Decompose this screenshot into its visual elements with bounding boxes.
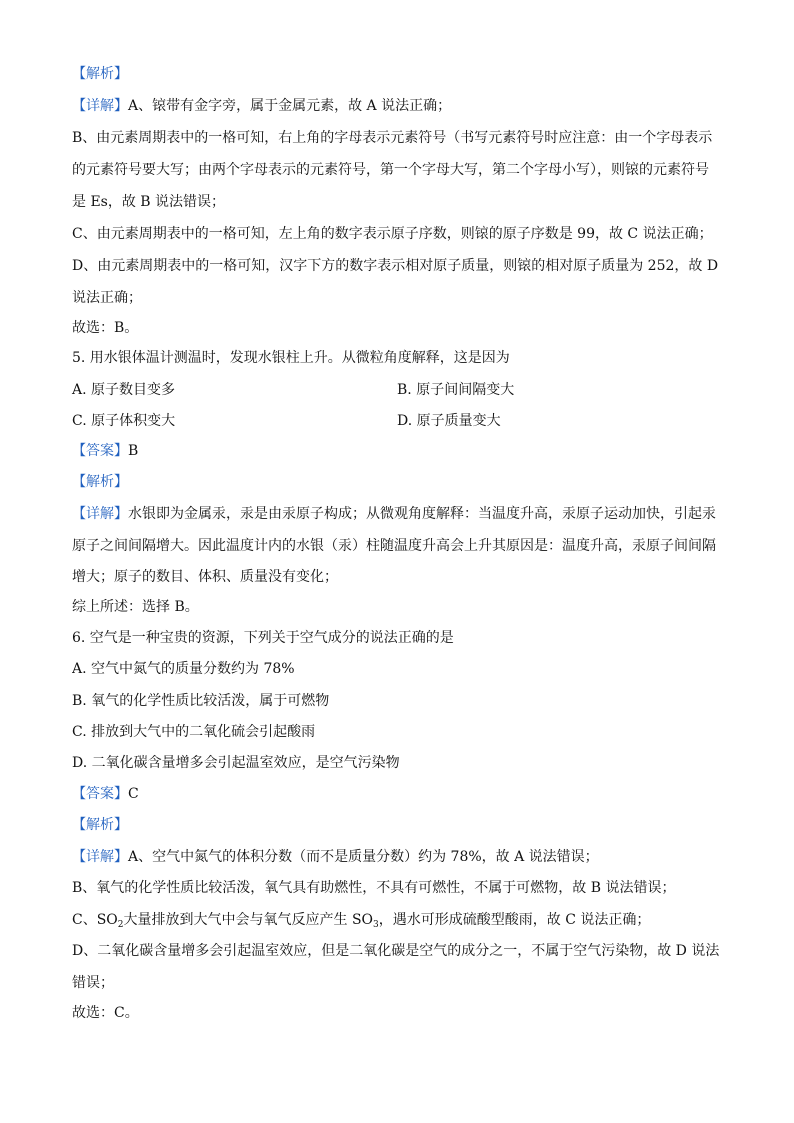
so2-subscript: 2 <box>117 920 124 930</box>
answer-tag: 【答案】 <box>72 786 128 802</box>
q6-option-b: B. 氧气的化学性质比较活泼，属于可燃物 <box>72 693 330 709</box>
q6-detail-line-4: D、二氧化碳含量增多会引起温室效应，但是二氧化碳是空气的成分之一，不属于空气污染物，故 D 说法 <box>72 943 720 959</box>
analysis-tag: 【解析】 <box>72 817 128 833</box>
q6-detail-text-1: A、空气中氮气的体积分数（而不是质量分数）约为 78%，故 A 说法错误； <box>128 849 599 865</box>
so3-subscript: 3 <box>373 920 379 930</box>
q5-option-a: A. 原子数目变多 <box>72 382 176 398</box>
q6-stem: 6. 空气是一种宝贵的资源，下列关于空气成分的说法正确的是 <box>72 630 454 646</box>
q4-analysis-heading <box>72 64 724 84</box>
q6-detail-line-2: B、氧气的化学性质比较活泼，氧气具有助燃性，不具有可燃性，不属于可燃物，故 B 说法错误； <box>72 880 676 896</box>
answer-tag: 【答案】 <box>72 443 128 459</box>
analysis-tag: 【解析】 <box>72 66 128 82</box>
q5-detail-text-1: 水银即为金属汞，汞是由汞原子构成；从微观角度解释：当温度升高，汞原子运动加快，引起汞 <box>128 506 716 522</box>
q6-detail-text-3c: ，遇水可形成硫酸型酸雨，故 C 说法正确； <box>378 912 651 928</box>
q6-detail-text-3b: 大量排放到大气中会与氧气反应产生 SO <box>123 912 374 928</box>
q6-conclusion: 故选：C。 <box>72 1005 139 1021</box>
q6-detail-line-5: 错误； <box>72 975 114 991</box>
analysis-tag: 【解析】 <box>72 474 128 490</box>
q5-option-b: B. 原子间间隔变大 <box>397 382 515 398</box>
q6-detail-text-3a: C、SO <box>72 912 118 928</box>
q4-detail-line-7: 说法正确； <box>72 290 142 306</box>
q4-conclusion: 故选：B。 <box>72 320 139 336</box>
q4-detail-text-1: A、锿带有金字旁，属于金属元素，故 A 说法正确； <box>128 98 452 114</box>
q4-detail-line-4: 是 Es，故 B 说法错误； <box>72 194 226 210</box>
q5-answer <box>72 441 724 461</box>
detail-tag: 【详解】 <box>72 98 128 114</box>
q5-stem: 5. 用水银体温计测温时，发现水银柱上升。从微粒角度解释，这是因为 <box>72 350 510 366</box>
q6-detail-line-1 <box>72 847 724 867</box>
q4-detail-line-2: B、由元素周期表中的一格可知，右上角的字母表示元素符号（书写元素符号时应注意：由一个字母表示 <box>72 130 713 146</box>
q4-detail-line-1 <box>72 96 724 116</box>
q5-option-c: C. 原子体积变大 <box>72 413 176 429</box>
q4-detail-line-3: 的元素符号要大写；由两个字母表示的元素符号，第一个字母大写，第二个字母小写），则锿的元素符号 <box>72 162 709 178</box>
q6-answer-value: C <box>128 786 139 802</box>
q5-analysis-heading <box>72 472 724 492</box>
q6-option-a: A. 空气中氮气的质量分数约为 78% <box>72 661 295 677</box>
q5-conclusion: 综上所述：选择 B。 <box>72 599 199 615</box>
q6-answer <box>72 784 724 804</box>
q4-detail-line-6: D、由元素周期表中的一格可知，汉字下方的数字表示相对原子质量，则锿的相对原子质量为 252，故 D <box>72 258 719 274</box>
q6-detail-line-3 <box>72 910 724 932</box>
detail-tag: 【详解】 <box>72 849 128 865</box>
q5-answer-value: B <box>128 443 139 459</box>
q6-option-c: C. 排放到大气中的二氧化硫会引起酸雨 <box>72 724 316 740</box>
q6-analysis-heading <box>72 815 724 835</box>
q6-option-d: D. 二氧化碳含量增多会引起温室效应，是空气污染物 <box>72 755 400 771</box>
q5-detail-line-3: 增大；原子的数目、体积、质量没有变化； <box>72 569 338 585</box>
q5-detail-line-2: 原子之间间隔增大。因此温度计内的水银（汞）柱随温度升高会上升其原因是：温度升高，汞原子间间隔 <box>72 538 716 554</box>
q5-detail-line-1 <box>72 504 724 524</box>
q5-option-d: D. 原子质量变大 <box>397 413 501 429</box>
detail-tag: 【详解】 <box>72 506 128 522</box>
q4-detail-line-5: C、由元素周期表中的一格可知，左上角的数字表示原子序数，则锿的原子序数是 99，故 C 说法正确； <box>72 226 713 242</box>
